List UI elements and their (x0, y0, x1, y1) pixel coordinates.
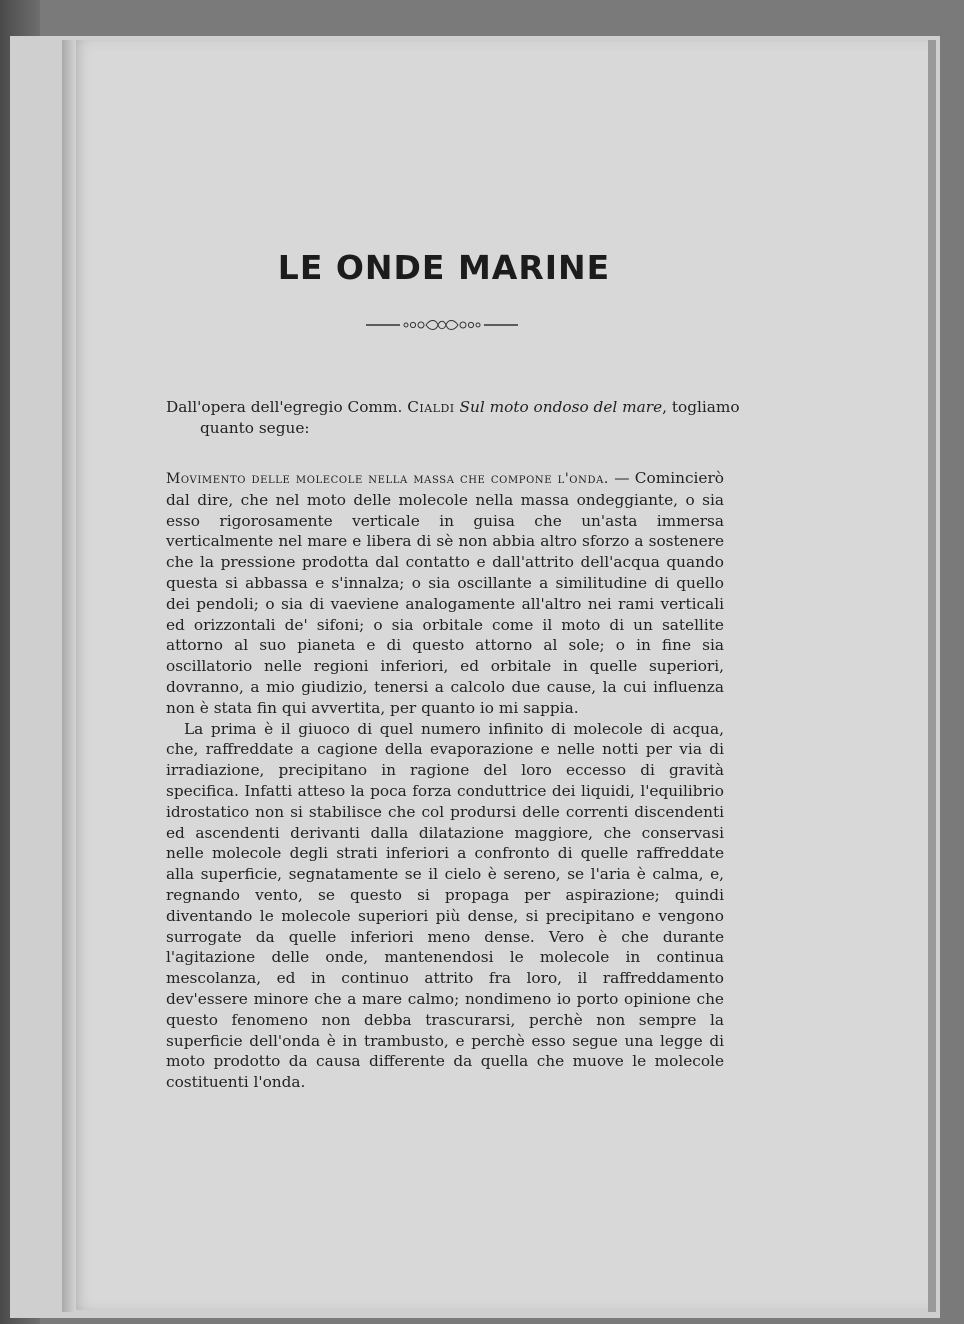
intro-author: Cialdi (407, 398, 455, 416)
article-body (166, 468, 724, 1093)
paragraph-1-text: Comincierò dal dire, che nel moto delle molecole nella massa ondeggiante, o sia esso rigorosamente verticale in guisa che un'asta immersa verticalmente nel mare e libera di sè non abbia altro sforzo a sostenere che la pressione prodotta dal contatto e dall'attrito dell'acqua quando questa si abbassa e s'innalza; o sia oscillante a similitudine di quello dei pendoli; o sia di vaeviene analogamente all'altro nei rami verticali ed orizzontali de' sifoni; o sia orbitale come il moto di un satellite attorno al suo pianeta e di questo attorno al sole; o in fine sia oscillatorio nelle regioni inferiori, ed orbitale in quelle superiori, dovranno, a mio giudizio, tenersi a calcolo due cause, la cui influenza non è stata fin qui avvertita, per quanto io mi sappia. (166, 469, 724, 717)
ornament-divider-icon (366, 318, 518, 332)
section-heading: Movimento delle molecole nella massa che compone l'onda. (166, 471, 609, 487)
intro-work-title: Sul moto ondoso del mare (459, 398, 663, 416)
intro-lead: Dall'opera dell'egregio Comm. (166, 398, 408, 416)
page-right-edge (928, 40, 936, 1312)
intro-paragraph (166, 397, 758, 439)
page-title: LE ONDE MARINE (277, 248, 611, 287)
page-fold (62, 40, 76, 1312)
intro-tail: , togliamo quanto segue: (200, 398, 740, 437)
paragraph-1 (166, 468, 724, 719)
paragraph-2: La prima è il giuoco di quel numero infinito di molecole di acqua, che, raffreddate a cagione della evaporazione e nelle notti per via di irradiazione, precipitano in ragione del loro eccesso di gravità specifica. Infatti atteso la poca forza conduttrice dei liquidi, l'equilibrio idrostatico non si stabilisce che col prodursi delle correnti discendenti ed ascendenti derivanti dalla dilatazione maggiore, che conservasi nelle molecole degli strati inferiori a confronto di quelle raffreddate alla superficie, segnatamente se il cielo è sereno, se l'aria è calma, e, regnando vento, se questo si propaga per aspirazione; quindi diventando le molecole superiori più dense, si precipitano e vengono surrogate da quelle inferiori meno dense. Vero è che durante l'agitazione delle onde, mantenendosi le molecole in continua mescolanza, ed in continuo attrito fra loro, il raffreddamento dev'essere minore che a mare calmo; nondimeno io porto opinione che questo fenomeno non debba trascurarsi, perchè non sempre la superficie dell'onda è in trambusto, e perchè esso segue una legge di moto prodotto da causa differente da quella che muove le molecole costituenti l'onda. (166, 719, 724, 1092)
heading-dash: — (608, 469, 635, 487)
